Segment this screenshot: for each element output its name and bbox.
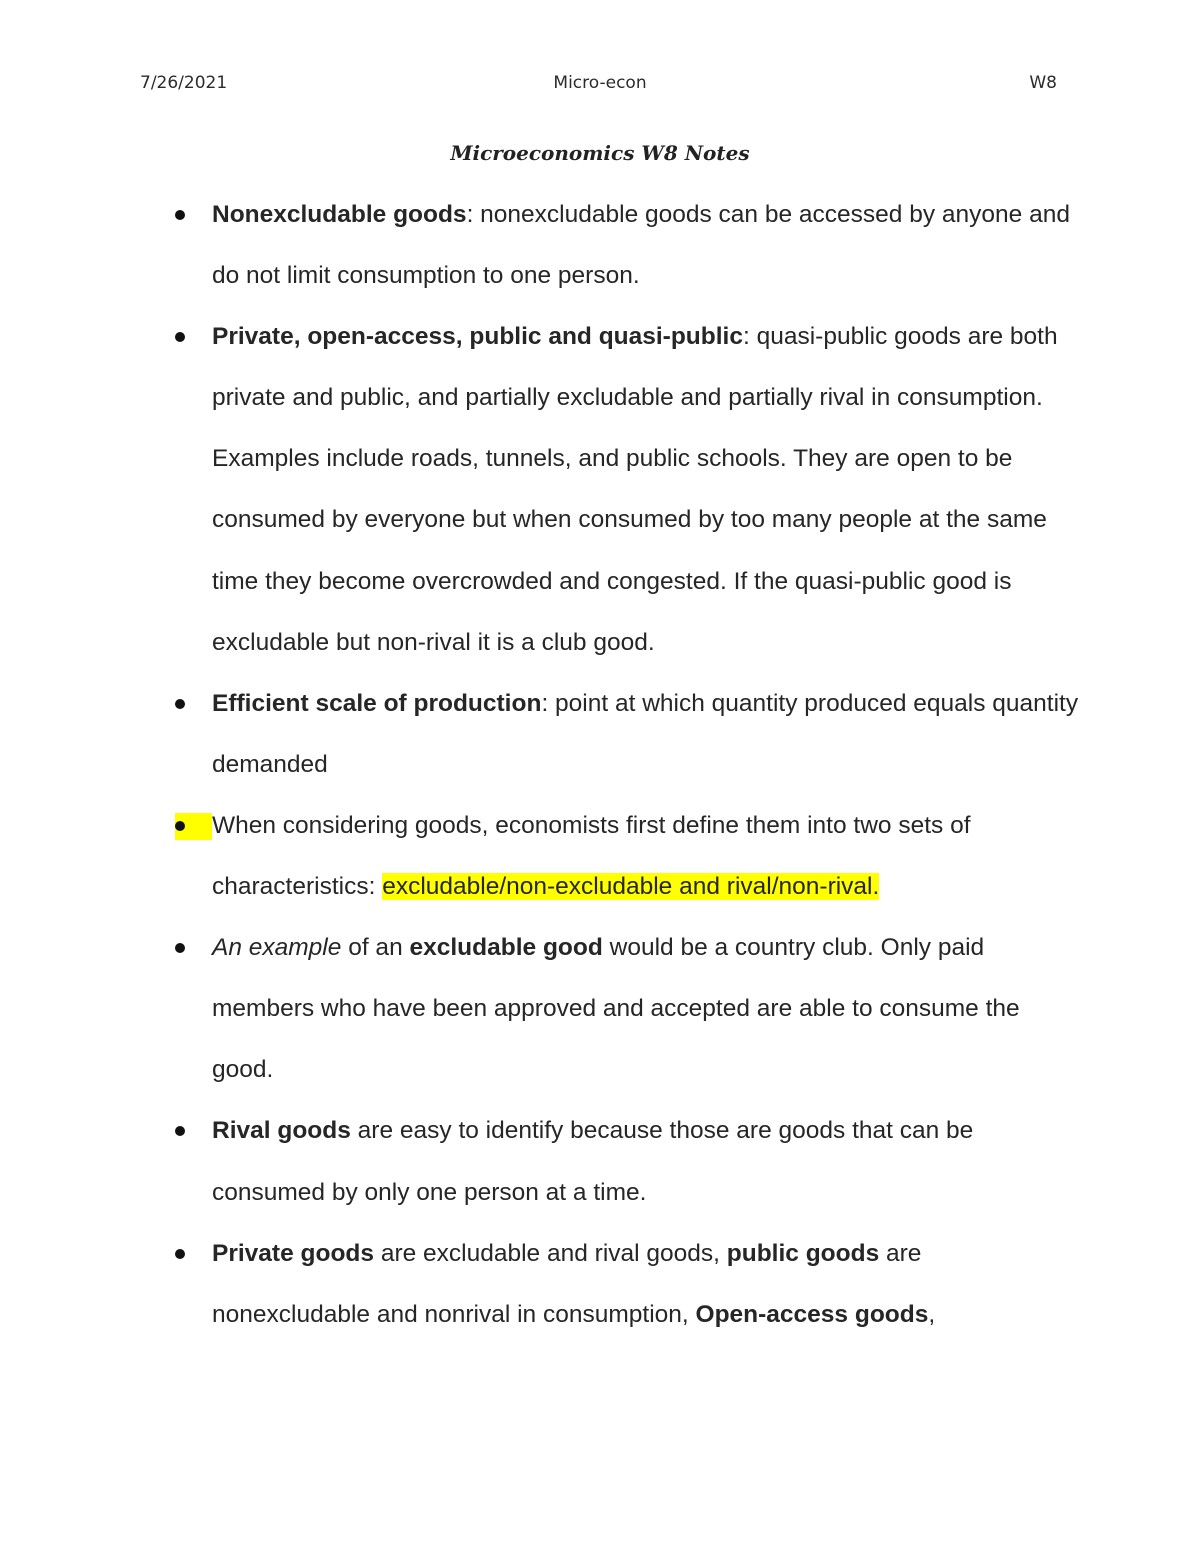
note-term: Open-access goods bbox=[695, 1300, 929, 1328]
header-course: Micro-econ bbox=[553, 73, 647, 93]
list-item bbox=[212, 1100, 1082, 1222]
bullet-icon bbox=[175, 332, 185, 342]
note-term: Rival goods bbox=[212, 1117, 351, 1145]
note-term: Private, open-access, public and quasi-public bbox=[212, 323, 743, 351]
note-text: : nonexcludable goods can be accessed by anyone and do not limit consumption to one person. bbox=[212, 201, 1070, 290]
header-date: 7/26/2021 bbox=[140, 73, 228, 93]
note-text: , bbox=[928, 1300, 936, 1328]
note-term: Efficient scale of production bbox=[212, 689, 542, 717]
note-term: excludable good bbox=[409, 934, 603, 962]
note-emphasis: An example bbox=[212, 934, 342, 962]
bullet-icon bbox=[175, 943, 185, 953]
list-item bbox=[212, 184, 1082, 306]
notes-list bbox=[212, 184, 1082, 1345]
note-text: of an bbox=[341, 934, 410, 962]
list-item bbox=[212, 917, 1082, 1100]
bullet-icon bbox=[175, 210, 185, 220]
note-term: Private goods bbox=[212, 1239, 375, 1267]
note-term: public goods bbox=[726, 1239, 880, 1267]
bullet-icon bbox=[175, 699, 185, 709]
note-text: are excludable and rival goods, bbox=[374, 1239, 727, 1267]
page-header bbox=[0, 73, 1200, 99]
note-text: are nonexcludable and nonrival in consumption, bbox=[212, 1239, 922, 1328]
bullet-icon bbox=[175, 1126, 185, 1136]
list-item bbox=[212, 306, 1082, 673]
note-text: are easy to identify because those are goods that can be consumed by only one person at a time. bbox=[212, 1117, 974, 1206]
highlighted-text: excludable/non-excludable and rival/non-rival. bbox=[382, 873, 880, 901]
header-week: W8 bbox=[1029, 73, 1057, 93]
note-text: would be a country club. Only paid members who have been approved and accepted are able to consume the good. bbox=[212, 934, 1020, 1084]
list-item bbox=[212, 795, 1082, 917]
document-title: Microeconomics W8 Notes bbox=[450, 141, 750, 165]
list-item bbox=[212, 1223, 1082, 1345]
bullet-icon bbox=[175, 1249, 185, 1259]
note-text: : point at which quantity produced equals quantity demanded bbox=[212, 689, 1079, 778]
list-item bbox=[212, 673, 1082, 795]
note-term: Nonexcludable goods bbox=[212, 201, 467, 228]
note-text: : quasi-public goods are both private and public, and partially excludable and partially rival in consumption. Examples include roads, tunnels, and public schools. They are open to be consumed by everyone but when consumed by too many people at the same time they become overcrowded and congested. If the quasi-public good is excludable but non-rival it is a club good. bbox=[212, 323, 1058, 656]
highlighted-bullet-icon bbox=[175, 813, 212, 840]
note-text: When considering goods, economists first define them into two sets of characteristics: bbox=[212, 811, 971, 901]
